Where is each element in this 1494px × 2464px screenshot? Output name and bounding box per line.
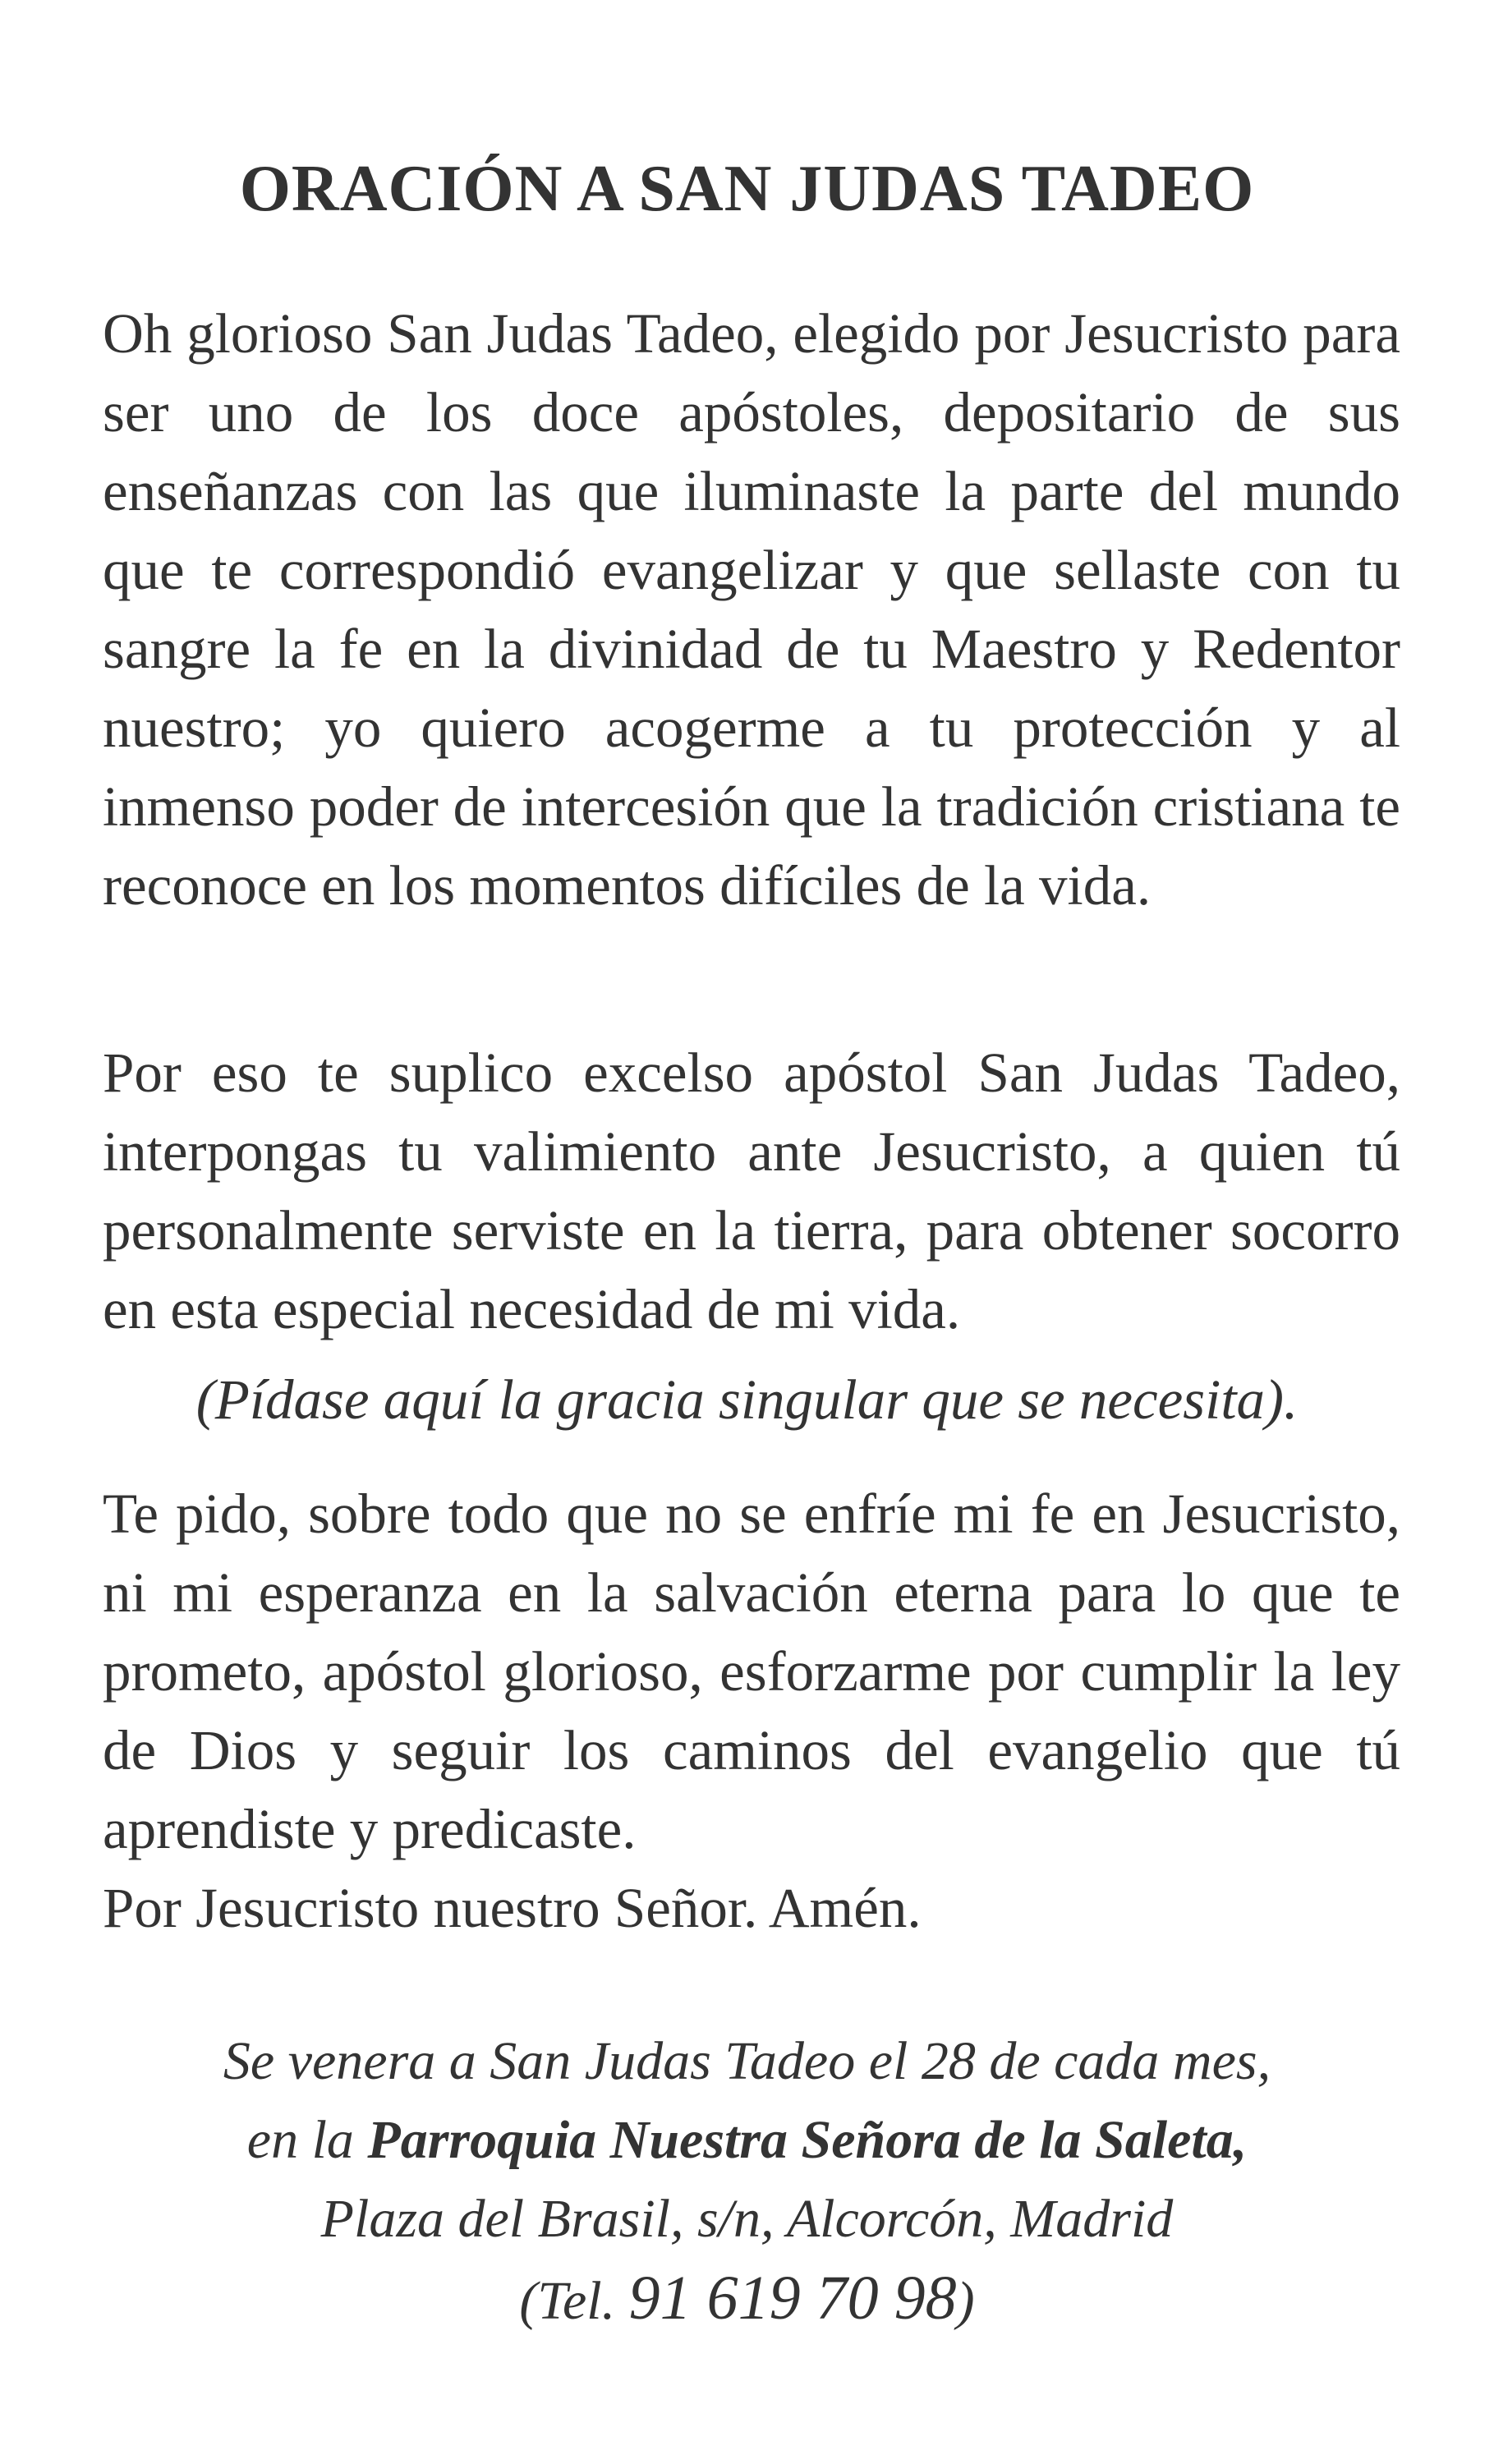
footer-parish-line [0, 2101, 1494, 2180]
footer-phone-prefix: (Tel. [519, 2271, 629, 2331]
footer-parish-prefix: en la [246, 2110, 368, 2170]
footer-info [0, 2022, 1494, 2341]
footer-phone-suffix: ) [956, 2271, 975, 2331]
prayer-paragraph-2: Por eso te suplico excelso apóstol San Judas Tadeo, interpongas tu valimiento ante Jesucristo, a quien tú personalmente serviste en la tierra, para obtener socorro en esta especial necesidad de mi vida. [103, 1041, 1400, 1340]
prayer-closing: Por Jesucristo nuestro Señor. Amén. [103, 1877, 922, 1939]
footer-address: Plaza del Brasil, s/n, Alcorcón, Madrid [320, 2189, 1174, 2249]
footer-phone [0, 2259, 1494, 2341]
page-title: ORACIÓN A SAN JUDAS TADEO [239, 153, 1255, 225]
prayer-paragraph-3: Te pido, sobre todo que no se enfríe mi fe en Jesucristo, ni mi esperanza en la salvación eterna para lo que te prometo, apóstol glorioso, esforzarme por cumplir la ley de Dios y seguir los caminos del evangelio que tú aprendiste y predicaste. [103, 1483, 1400, 1860]
footer-veneration-line: Se venera a San Judas Tadeo el 28 de cada mes, [223, 2031, 1271, 2091]
prayer-instruction-note: (Pídase aquí la gracia singular que se necesita). [195, 1368, 1299, 1431]
footer-phone-number: 91 619 70 98 [628, 2264, 957, 2333]
prayer-paragraph-1: Oh glorioso San Judas Tadeo, elegido por Jesucristo para ser uno de los doce apóstoles, depositario de sus enseñanzas con las que iluminaste la parte del mundo que te correspondió evangelizar y que sellaste con tu sangre la fe en la divinidad de tu Maestro y Redentor nuestro; yo quiero acogerme a tu protección y al inmenso poder de intercesión que la tradición cristiana te reconoce en los momentos difíciles de la vida. [103, 302, 1400, 917]
footer-parish-name: Parroquia Nuestra Señora de la Saleta, [367, 2110, 1248, 2170]
